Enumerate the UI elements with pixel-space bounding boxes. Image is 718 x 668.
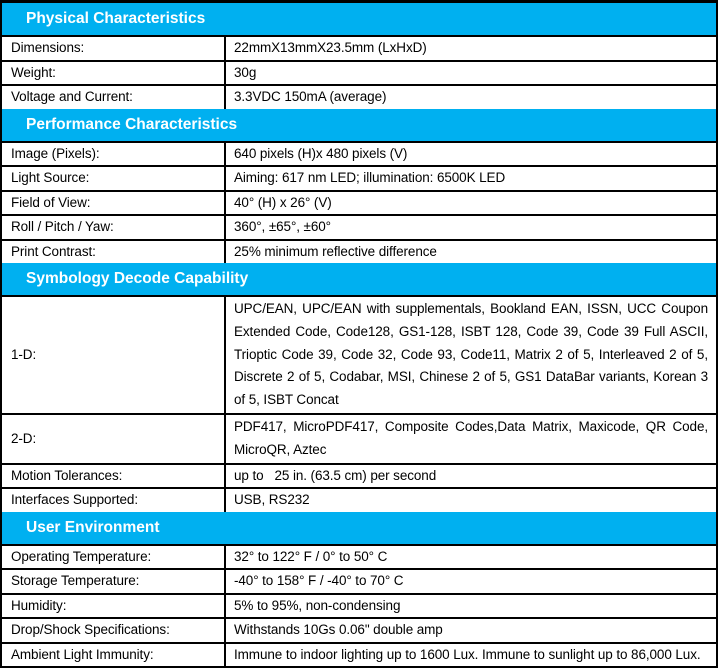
spec-row <box>2 86 716 109</box>
spec-label: Field of View: <box>2 192 226 215</box>
spec-label: 2-D: <box>2 415 226 463</box>
spec-value: USB, RS232 <box>234 492 310 508</box>
section-block <box>2 263 716 512</box>
spec-row <box>2 619 716 644</box>
spec-value: PDF417, MicroPDF417, Composite Codes,Data Matrix, Maxicode, QR Code, MicroQR, Aztec <box>234 418 708 457</box>
spec-label: Ambient Light Immunity: <box>2 644 226 667</box>
spec-row <box>2 241 716 264</box>
spec-row <box>2 644 716 667</box>
section-title: User Environment <box>26 518 160 536</box>
spec-label: Humidity: <box>2 595 226 618</box>
section-title: Performance Characteristics <box>26 115 238 133</box>
spec-row <box>2 192 716 217</box>
spec-label: Weight: <box>2 62 226 85</box>
spec-label: Motion Tolerances: <box>2 465 226 488</box>
spec-label: Image (Pixels): <box>2 143 226 166</box>
spec-value: 3.3VDC 150mA (average) <box>234 89 387 104</box>
spec-value: 32° to 122° F / 0° to 50° C <box>234 548 388 564</box>
spec-value: 5% to 95%, non-condensing <box>234 597 401 613</box>
spec-label: Drop/Shock Specifications: <box>2 619 226 642</box>
spec-value: 40° (H) x 26° (V) <box>234 194 332 210</box>
section-header <box>2 109 716 143</box>
spec-row <box>2 167 716 192</box>
spec-row <box>2 489 716 512</box>
spec-label: Dimensions: <box>2 37 226 60</box>
section-header <box>2 512 716 546</box>
section-block <box>2 109 716 264</box>
spec-value: up to 25 in. (63.5 cm) per second <box>234 467 437 483</box>
spec-label: Voltage and Current: <box>2 86 226 109</box>
spec-row <box>2 595 716 620</box>
spec-label: Roll / Pitch / Yaw: <box>2 216 226 239</box>
spec-row <box>2 62 716 87</box>
section-title: Physical Characteristics <box>26 10 206 27</box>
section-header <box>2 3 716 37</box>
spec-label: Print Contrast: <box>2 241 226 264</box>
spec-label: Light Source: <box>2 167 226 190</box>
spec-row <box>2 216 716 241</box>
spec-value: Aiming: 617 nm LED; illumination: 6500K LED <box>234 170 506 185</box>
spec-row <box>2 415 716 465</box>
spec-label: Operating Temperature: <box>2 546 226 569</box>
spec-value: -40° to 158° F / -40° to 70° C <box>234 573 404 589</box>
spec-row <box>2 37 716 62</box>
spec-row <box>2 570 716 595</box>
spec-row <box>2 297 716 415</box>
spec-row <box>2 546 716 571</box>
spec-value: 30g <box>234 64 257 80</box>
spec-row <box>2 465 716 490</box>
spec-value: 360°, ±65°, ±60° <box>234 219 331 234</box>
spec-value: 640 pixels (H)x 480 pixels (V) <box>234 145 408 161</box>
spec-label: 1-D: <box>2 297 226 413</box>
spec-value: 22mmX13mmX23.5mm (LxHxD) <box>234 40 427 55</box>
spec-value: Withstands 10Gs 0.06" double amp <box>234 622 443 638</box>
spec-value: UPC/EAN, UPC/EAN with supplementals, Bookland EAN, ISSN, UCC Coupon Extended Code, Code128, GS1-128, ISBT 128, Code 39, Code 39 Full ASCII, Trioptic Code 39, Code 32, Code 93, Code11, Matrix 2 of 5, Interleaved 2 of 5, Discrete 2 of 5, Codabar, MSI, Chinese 2 of 5, GS1 DataBar variants, Korean 3 of 5, ISBT Concat <box>234 301 708 408</box>
spec-label: Storage Temperature: <box>2 570 226 593</box>
spec-label: Interfaces Supported: <box>2 489 226 512</box>
spec-row <box>2 143 716 168</box>
section-block <box>2 3 716 109</box>
spec-value: Immune to indoor lighting up to 1600 Lux. Immune to sunlight up to 86,000 Lux. <box>234 646 701 662</box>
spec-value: 25% minimum reflective difference <box>234 243 437 259</box>
section-title: Symbology Decode Capability <box>26 270 249 287</box>
section-header <box>2 263 716 297</box>
section-block <box>2 512 716 667</box>
